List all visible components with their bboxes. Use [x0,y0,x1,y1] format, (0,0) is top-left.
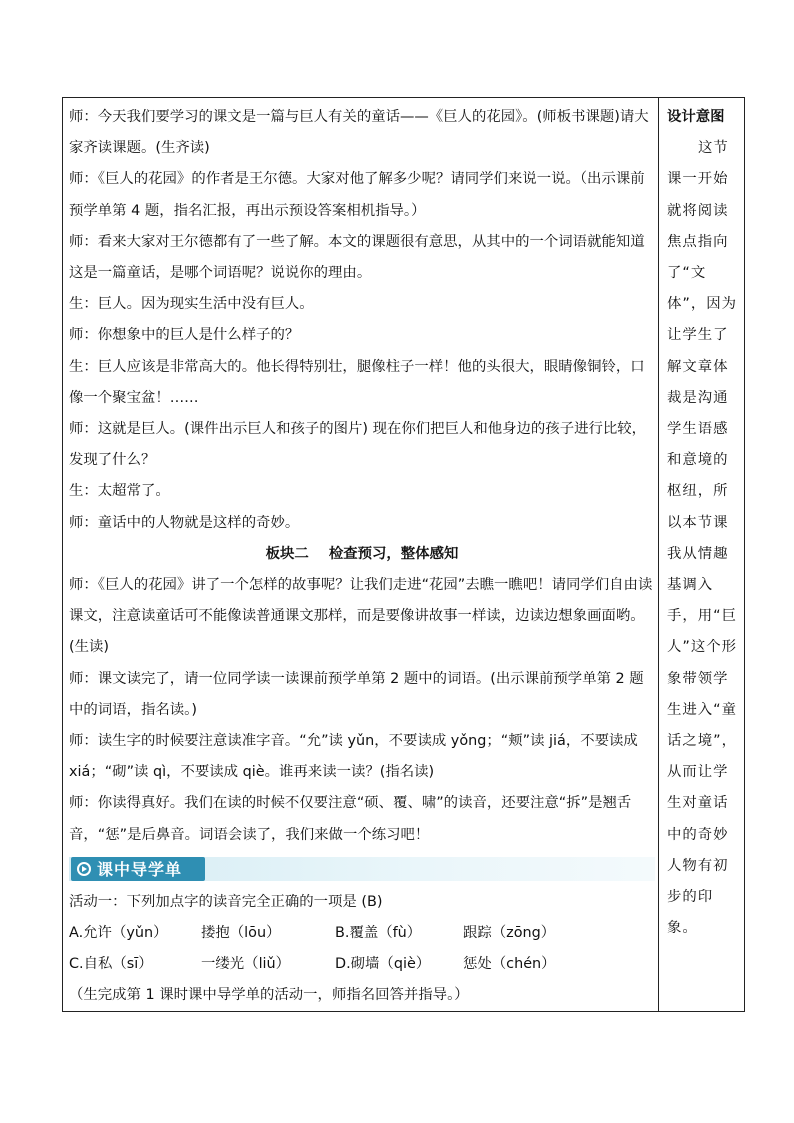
paragraph: 师：《巨人的花园》讲了一个怎样的故事呢？让我们走进“花园”去瞧一瞧吧！请同学们自由读课文，注意读童话可不能像读普通课文那样，而是要像讲故事一样读，边读边想象画面哟。(生读) [69,577,653,656]
section-banner [69,857,655,881]
paragraph: 师：你读得真好。我们在读的时候不仅要注意“硕、覆、啸”的读音，还要注意“拆”是翘舌音，“惩”是后鼻音。词语会读了，我们来做一个练习吧！ [69,795,632,843]
design-intent-text: 这节课一开始就将阅读焦点指向了“文体”，因为让学生了解文章体裁是沟通学生语感和意境的枢纽，所以本节课我从情趣基调入手，用“巨人”这个形象带领学生进入“童话之境”，从而让学生对童话中的奇妙人物有初步的印象。 [667,140,738,937]
option-item: D.砌墙（qiè） [335,956,431,973]
options-row [69,918,655,949]
section-heading-part2: 检查预习，整体感知 [328,545,459,562]
banner-tag [71,857,205,881]
option-item: 惩处（chén） [463,956,556,973]
paragraph: 师：今天我们要学习的课文是一篇与巨人有关的童话——《巨人的花园》。(师板书课题)请大家齐读课题。(生齐读) [69,109,649,157]
option-item: B.覆盖（fù） [335,925,422,942]
banner-label: 课中导学单 [97,860,183,880]
closing-note: （生完成第 1 课时课中导学单的活动一，师指名回答并指导。） [69,987,469,1004]
option-item: 搂抱（lōu） [201,925,281,942]
paragraph: 师：看来大家对王尔德都有了一些了解。本文的课题很有意思，从其中的一个词语就能知道这是一篇童话，是哪个词语呢？说说你的理由。 [69,233,645,282]
option-item: 一缕光（liǔ） [201,956,291,973]
option-item: A.允许（yǔn） [69,925,168,942]
option-item: 跟踪（zōng） [463,925,556,942]
paragraph: 师：《巨人的花园》的作者是王尔德。大家对他了解多少呢？请同学们来说一说。（出示课前预学单第 4 题，指名汇报，再出示预设答案相机指导。） [69,171,645,219]
paragraph: 师：读生字的时候要注意读准字音。“允”读 yǔn，不要读成 yǒng；“颊”读 jiá，不要读成 xiá；“砌”读 qì，不要读成 qiè。谁再来读一读？(指名读) [69,733,638,781]
section-heading [69,539,655,570]
paragraph: 师：这就是巨人。(课件出示巨人和孩子的图片) 现在你们把巨人和他身边的孩子进行比较，发现了什么？ [69,421,647,469]
design-intent-title: 设计意图 [667,109,725,125]
paragraph: 师：课文读完了，请一位同学读一读课前预学单第 2 题中的词语。(出示课前预学单第 2 题中的词语，指名读。) [69,670,644,718]
column-divider [658,98,659,1011]
main-column [69,102,655,1012]
option-item: C.自私（sī） [69,956,153,973]
paragraph: 师：童话中的人物就是这样的奇妙。 [69,514,300,531]
options-row [69,949,655,980]
section-heading-part1: 板块二 [265,545,309,562]
play-circle-icon [77,862,91,876]
paragraph: 生：巨人。因为现实生活中没有巨人。 [69,296,314,313]
paragraph: 师：你想象中的巨人是什么样子的？ [69,327,300,344]
paragraph: 生：太超常了。 [69,483,170,500]
activity-question: 活动一：下列加点字的读音完全正确的一项是 (B) [69,893,383,910]
lesson-plan-table [62,97,745,1012]
side-column [663,102,741,944]
paragraph: 生：巨人应该是非常高大的。他长得特别壮，腿像柱子一样！他的头很大，眼睛像铜铃，口像一个聚宝盆！…… [69,358,645,406]
